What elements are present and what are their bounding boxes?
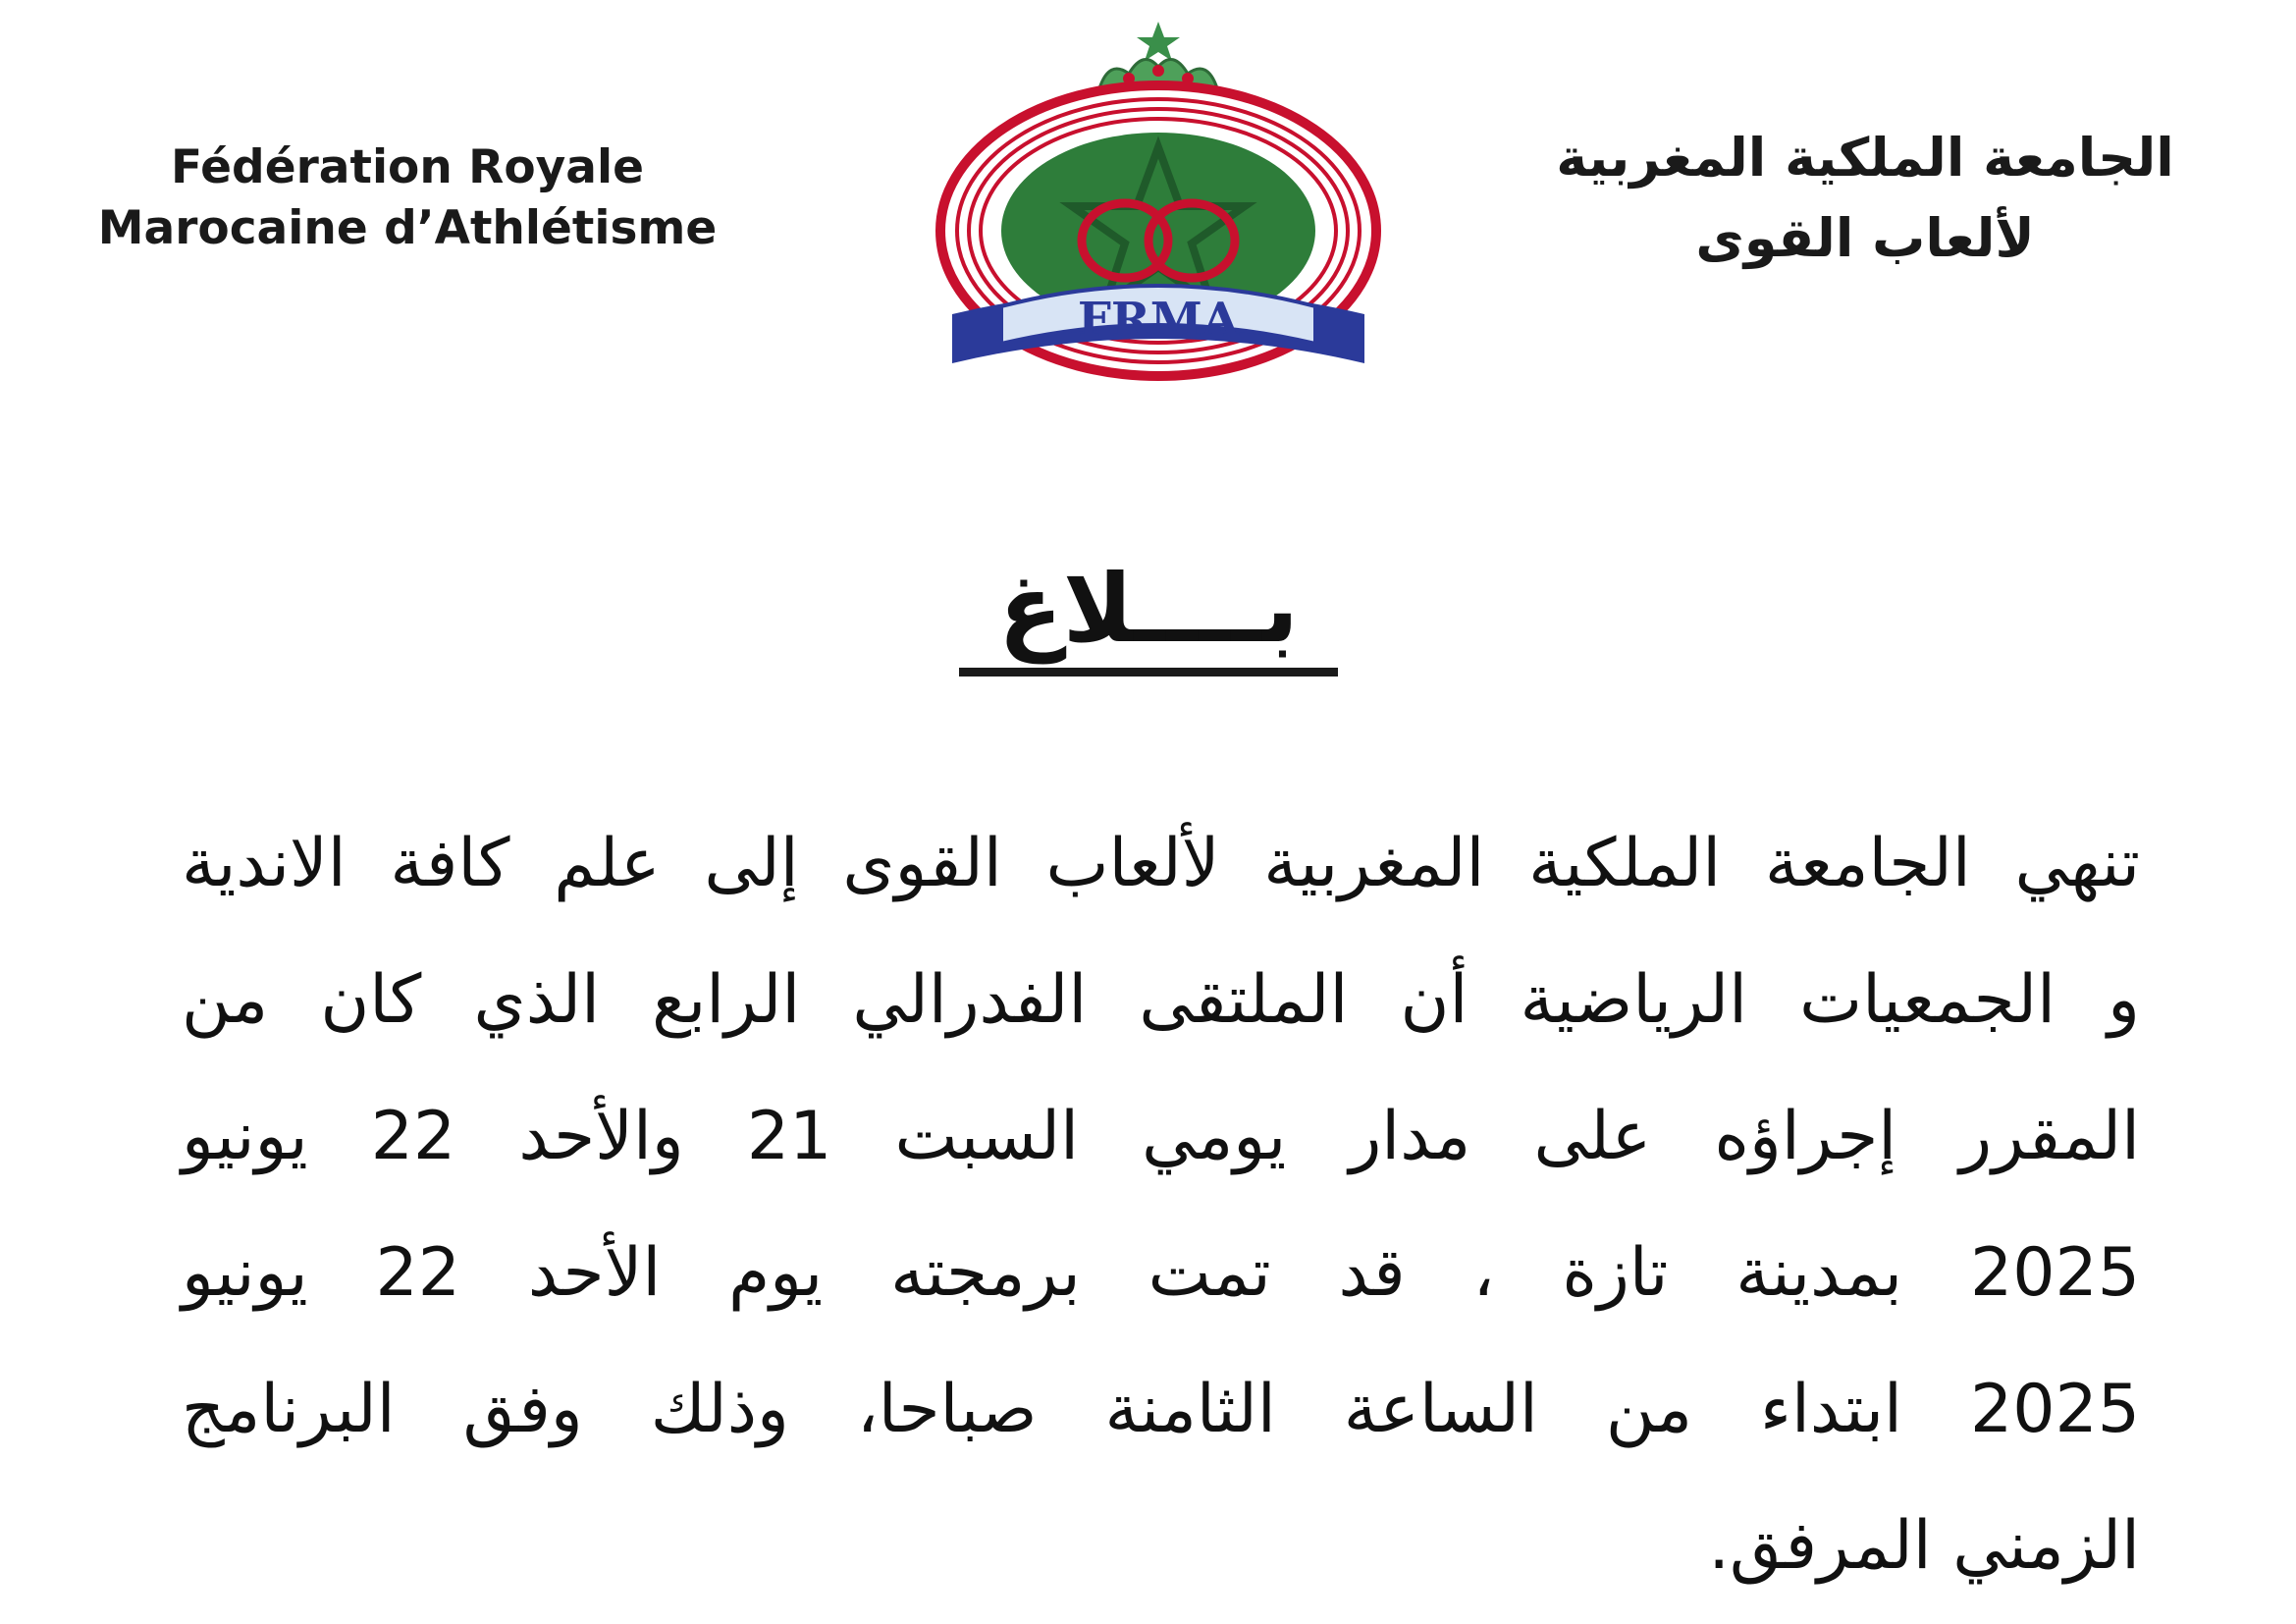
- body-line: 2025 ابتداء من الساعة الثامنة صباحا، وذلك وفق البرنامج: [182, 1371, 2140, 1448]
- body-line: 2025 بمدينة تازة ، قد تمت برمجته يوم الأحد 22 يونيو: [182, 1234, 2140, 1312]
- body-line: الزمني المرفق.: [1708, 1507, 2140, 1585]
- federation-name-french-line2: Marocaine d’Athlétisme: [97, 201, 718, 255]
- federation-name-arabic-line2: لألعاب القوى: [1695, 207, 2035, 269]
- logo-text: FRMA: [1077, 293, 1240, 348]
- document-title: [883, 550, 1414, 668]
- document-title-text: بــــلاغ: [959, 554, 1338, 677]
- federation-name-arabic: [1492, 118, 2238, 279]
- federation-name-french: [39, 137, 775, 259]
- federation-name-arabic-line1: الجامعة الملكية المغربية: [1556, 127, 2174, 189]
- body-line: و الجمعيات الرياضية أن الملتقى الفدرالي الرابع الذي كان من: [182, 961, 2140, 1039]
- federation-name-french-line1: Fédération Royale: [170, 140, 644, 194]
- body-line: تنهي الجامعة الملكية المغربية لألعاب القوى إلى علم كافة الاندية: [182, 825, 2140, 902]
- announcement-body: [182, 795, 2140, 1614]
- frma-emblem-icon: [933, 20, 1384, 383]
- body-line: المقرر إجراؤه على مدار يومي السبت 21 والأحد 22 يونيو: [182, 1098, 2140, 1175]
